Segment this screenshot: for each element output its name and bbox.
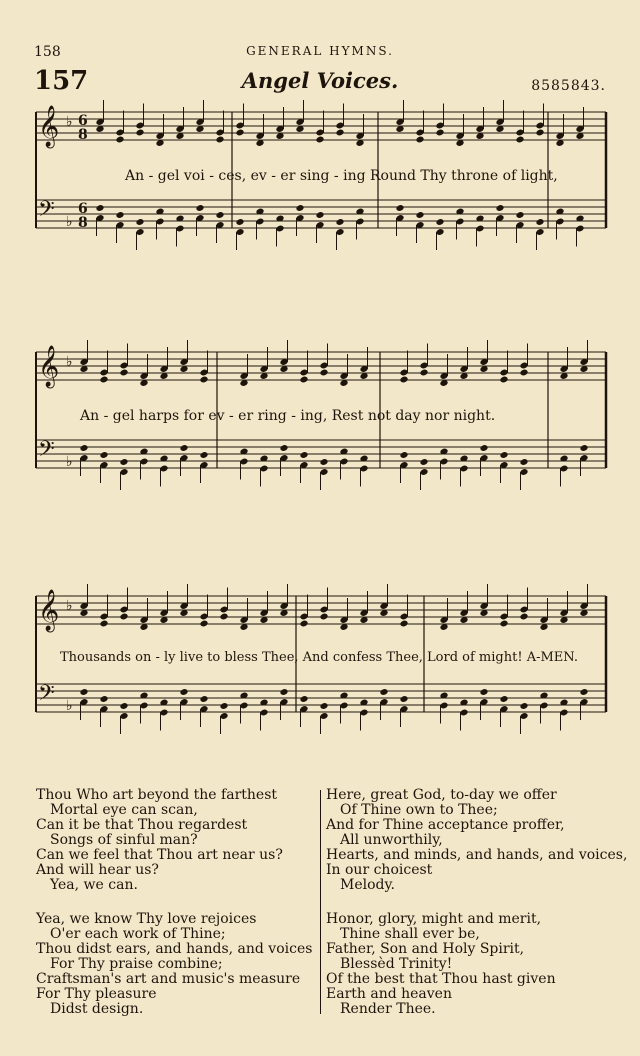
verse-line: Can it be that Thou regardest xyxy=(36,817,248,833)
note-head xyxy=(535,218,544,226)
note-head xyxy=(235,218,244,226)
note-head xyxy=(99,620,108,628)
note-head xyxy=(519,369,528,377)
page-number: 158 xyxy=(34,44,61,60)
note-head xyxy=(199,376,208,384)
note-head xyxy=(179,444,188,452)
note-head xyxy=(419,369,428,377)
verse-line: Of Thine own to Thee; xyxy=(340,802,498,818)
note-head xyxy=(519,613,528,621)
verse-line: Yea, we know Thy love rejoices xyxy=(36,911,257,927)
verse-4 xyxy=(326,912,556,1017)
note-head xyxy=(299,451,308,459)
treble-clef-icon: 𝄞 xyxy=(38,346,60,387)
note-head xyxy=(315,211,324,219)
note-head xyxy=(499,620,508,628)
time-signature-top: 6 xyxy=(78,201,88,217)
note-head xyxy=(135,129,144,137)
note-head xyxy=(115,136,124,144)
note-head xyxy=(199,620,208,628)
flat-icon: ♭ xyxy=(66,114,73,130)
note-head xyxy=(419,458,428,466)
note-head xyxy=(335,129,344,137)
verse-line: Thine shall ever be, xyxy=(340,926,480,942)
note-head xyxy=(79,688,88,696)
note-head xyxy=(219,613,228,621)
verse-line: For Thy praise combine; xyxy=(50,956,223,972)
flat-icon: ♭ xyxy=(66,454,73,470)
running-head: GENERAL HYMNS. xyxy=(246,44,394,58)
note-head xyxy=(99,695,108,703)
verse-line: Mortal eye can scan, xyxy=(50,802,198,818)
note-head xyxy=(195,204,204,212)
verse-line: Thou Who art beyond the farthest xyxy=(36,787,278,803)
note-head xyxy=(319,702,328,710)
note-head xyxy=(79,444,88,452)
verse-line: Can we feel that Thou art near us? xyxy=(36,847,283,863)
note-head xyxy=(319,613,328,621)
lyric-line-3: Thousands on - ly live to bless Thee, And confess Thee, Lord of might! A-MEN. xyxy=(60,650,578,665)
note-head xyxy=(579,688,588,696)
column-divider xyxy=(320,790,321,1014)
note-head xyxy=(99,376,108,384)
note-head xyxy=(315,136,324,144)
note-head xyxy=(299,620,308,628)
note-head xyxy=(319,369,328,377)
verse-line: Render Thee. xyxy=(340,1001,436,1017)
lyric-line-1: An - gel voi - ces, ev - er sing - ing Round Thy throne of light, xyxy=(125,168,558,184)
note-head xyxy=(319,458,328,466)
treble-clef-icon: 𝄞 xyxy=(38,106,60,147)
note-head xyxy=(479,444,488,452)
note-head xyxy=(519,458,528,466)
note-head xyxy=(199,451,208,459)
note-head xyxy=(399,376,408,384)
note-head xyxy=(515,136,524,144)
verse-line: Honor, glory, might and merit, xyxy=(326,911,542,927)
flat-icon: ♭ xyxy=(66,698,73,714)
note-head xyxy=(99,451,108,459)
verse-line: Blessèd Trinity! xyxy=(340,956,453,972)
time-signature-bottom: 8 xyxy=(78,215,88,231)
note-head xyxy=(535,129,544,137)
flat-icon: ♭ xyxy=(66,354,73,370)
treble-clef-icon: 𝄞 xyxy=(38,590,60,631)
verse-line: And for Thine acceptance proffer, xyxy=(326,817,565,833)
verse-line: Here, great God, to-day we offer xyxy=(326,787,557,803)
note-head xyxy=(279,444,288,452)
verse-line: Didst design. xyxy=(50,1001,144,1017)
note-head xyxy=(279,688,288,696)
note-head xyxy=(219,702,228,710)
note-head xyxy=(119,702,128,710)
note-head xyxy=(295,204,304,212)
verse-line: All unworthily, xyxy=(340,832,443,848)
note-head xyxy=(495,204,504,212)
note-head xyxy=(415,136,424,144)
hymn-number: 157 xyxy=(34,66,89,96)
note-head xyxy=(499,451,508,459)
verse-1 xyxy=(36,788,283,893)
note-head xyxy=(215,211,224,219)
note-head xyxy=(435,129,444,137)
verse-line: Hearts, and minds, and hands, and voices, xyxy=(326,847,628,863)
note-head xyxy=(415,211,424,219)
flat-icon: ♭ xyxy=(66,598,73,614)
note-head xyxy=(299,376,308,384)
verse-3 xyxy=(326,788,627,893)
time-signature-top: 6 xyxy=(78,113,88,129)
lyric-line-2: An - gel harps for ev - er ring - ing, Rest not day nor night. xyxy=(80,408,496,424)
note-head xyxy=(299,695,308,703)
note-head xyxy=(399,695,408,703)
note-head xyxy=(399,620,408,628)
note-head xyxy=(115,211,124,219)
note-head xyxy=(499,376,508,384)
verse-line: Thou didst ears, and hands, and voices xyxy=(36,941,313,957)
note-head xyxy=(379,688,388,696)
verse-line: Earth and heaven xyxy=(326,986,452,1002)
note-head xyxy=(435,218,444,226)
bass-clef-icon: 𝄢 xyxy=(38,437,55,467)
verse-line: And will hear us? xyxy=(36,862,159,878)
bass-clef-icon: 𝄢 xyxy=(38,681,55,711)
note-head xyxy=(119,458,128,466)
verse-line: Father, Son and Holy Spirit, xyxy=(326,941,525,957)
note-head xyxy=(515,211,524,219)
note-head xyxy=(199,695,208,703)
time-signature-bottom: 8 xyxy=(78,127,88,143)
note-head xyxy=(579,444,588,452)
verse-line: Craftsman's art and music's measure xyxy=(36,971,301,987)
verse-line: Melody. xyxy=(340,877,395,893)
verse-line: Of the best that Thou hast given xyxy=(326,971,556,987)
note-head xyxy=(499,695,508,703)
verse-2 xyxy=(36,912,312,1017)
note-head xyxy=(215,136,224,144)
note-head xyxy=(519,702,528,710)
note-head xyxy=(135,218,144,226)
note-head xyxy=(119,613,128,621)
note-head xyxy=(179,688,188,696)
verse-line: O'er each work of Thine; xyxy=(50,926,226,942)
meter: 8585843. xyxy=(531,78,606,94)
note-head xyxy=(95,204,104,212)
note-head xyxy=(119,369,128,377)
note-head xyxy=(479,688,488,696)
verse-line: For Thy pleasure xyxy=(36,986,157,1002)
bass-clef-icon: 𝄢 xyxy=(38,197,55,227)
verse-line: Yea, we can. xyxy=(50,877,138,893)
note-head xyxy=(395,204,404,212)
note-head xyxy=(399,451,408,459)
verse-line: Songs of sinful man? xyxy=(50,832,198,848)
note-head xyxy=(235,129,244,137)
verse-line: In our choicest xyxy=(326,862,433,878)
hymn-title: Angel Voices. xyxy=(241,68,399,93)
flat-icon: ♭ xyxy=(66,214,73,230)
note-head xyxy=(335,218,344,226)
